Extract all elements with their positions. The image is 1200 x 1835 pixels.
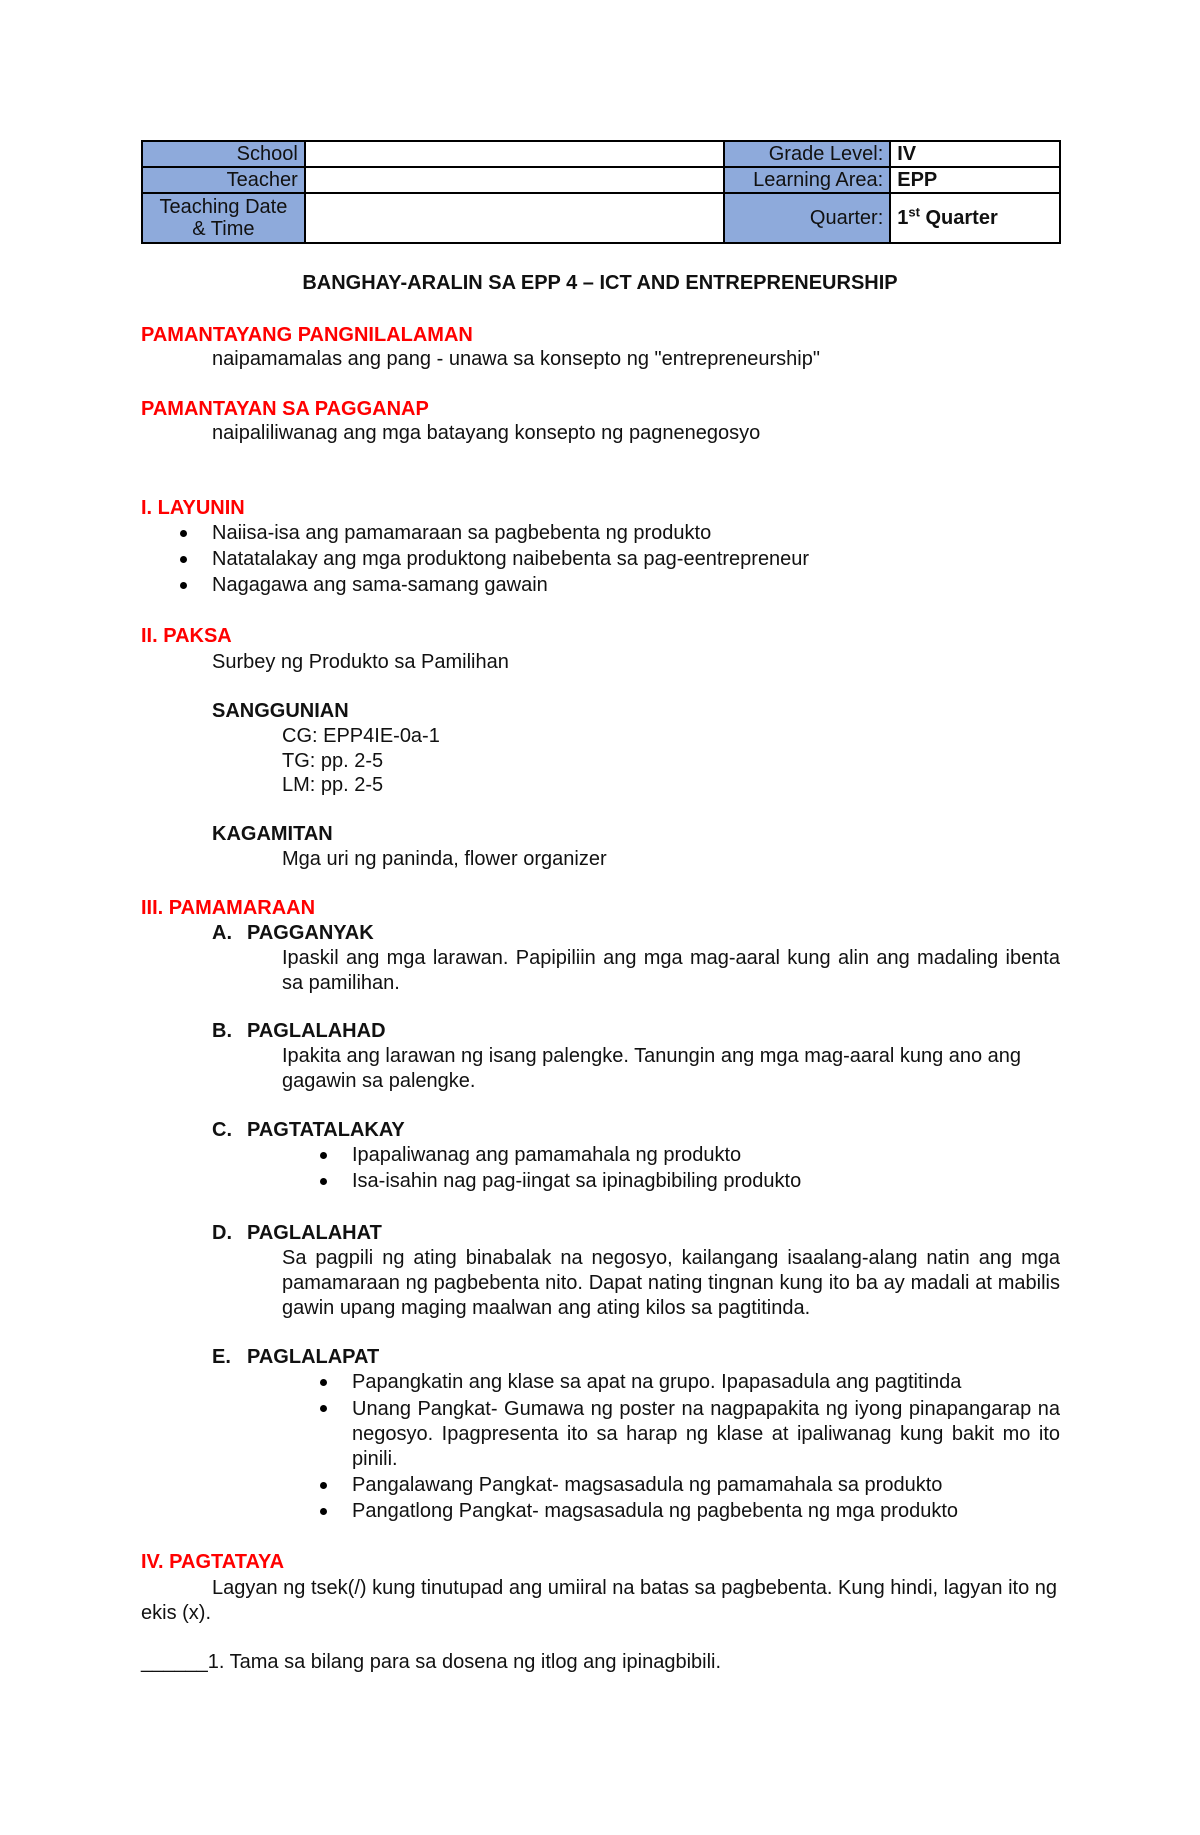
document-title: BANGHAY-ARALIN SA EPP 4 – ICT AND ENTREPRENEURSHIP <box>302 272 898 294</box>
paglalahat-text: Sa pagpili ng ating binabalak na negosyo, kailangang isaalang-alang natin ang mga pamamaraan ng pagbebenta nito. Dapat nating tingnan kung ito ba ay madali at mabilis gawin upang maging maalwan ang ating kilos sa pagtitinda. <box>282 1247 1060 1319</box>
pagganyak-heading: PAGGANYAK <box>247 922 374 944</box>
pagtataya-heading: IV. PAGTATAYA <box>141 1551 285 1573</box>
grade-level-label: Grade Level: <box>724 141 890 167</box>
header-table <box>141 140 1061 244</box>
learning-area-value: EPP <box>890 167 1060 193</box>
teacher-label: Teacher <box>142 167 305 193</box>
layunin-item: Naiisa-isa ang pamamaraan sa pagbebenta ng produkto <box>212 522 712 544</box>
pagtatalakay-letter: C. <box>212 1119 232 1141</box>
kagamitan-text: Mga uri ng paninda, flower organizer <box>282 848 607 870</box>
pamantayang-pangnilalaman-text: naipamamalas ang pang - unawa sa konsepto ng "entrepreneurship" <box>212 348 820 370</box>
pamantayang-pangnilalaman-heading: PAMANTAYANG PANGNILALAMAN <box>141 324 473 346</box>
teacher-value <box>305 167 725 193</box>
quarter-label: Quarter: <box>724 193 890 243</box>
paglalahad-heading: PAGLALAHAD <box>247 1020 386 1042</box>
layunin-item: Nagagawa ang sama-samang gawain <box>212 574 548 596</box>
pagtataya-instruction: Lagyan ng tsek(/) kung tinutupad ang umiiral na batas sa pagbebenta. Kung hindi, lagyan ito ng ekis (x). <box>141 1577 1058 1624</box>
layunin-item: Natatalakay ang mga produktong naibebenta sa pag-eentrepreneur <box>212 548 810 570</box>
school-label: School <box>142 141 305 167</box>
sanggunian-item: CG: EPP4IE-0a-1 <box>282 725 440 747</box>
quarter-value: 1st Quarter <box>890 193 1060 243</box>
paglalapat-item: Unang Pangkat- Gumawa ng poster na nagpapakita ng iyong pinapangarap na negosyo. Ipagpresenta ito sa harap ng klase at ipaliwanag kung bakit mo ito pinili. <box>352 1398 1060 1470</box>
pamamaraan-heading: III. PAMAMARAAN <box>141 897 316 919</box>
paglalahat-letter: D. <box>212 1222 232 1244</box>
paglalahad-letter: B. <box>212 1020 232 1042</box>
paksa-heading: II. PAKSA <box>141 625 232 647</box>
pamantayan-sa-pagganap-heading: PAMANTAYAN SA PAGGANAP <box>141 398 429 420</box>
pagganyak-letter: A. <box>212 922 232 944</box>
school-value <box>305 141 725 167</box>
paglalahat-heading: PAGLALAHAT <box>247 1222 382 1244</box>
teaching-date-value <box>305 193 725 243</box>
pagtataya-item: ______1. Tama sa bilang para sa dosena ng itlog ang ipinagbibili. <box>141 1651 722 1673</box>
paglalapat-letter: E. <box>212 1346 231 1368</box>
pamantayan-sa-pagganap-text: naipaliliwanag ang mga batayang konsepto ng pagnenegosyo <box>212 422 761 444</box>
paksa-text: Surbey ng Produkto sa Pamilihan <box>212 651 509 673</box>
teaching-date-label: Teaching Date & Time <box>142 193 305 243</box>
sanggunian-item: TG: pp. 2-5 <box>282 750 384 772</box>
layunin-heading: I. LAYUNIN <box>141 497 245 519</box>
pagtatalakay-item: Ipapaliwanag ang pamamahala ng produkto <box>352 1144 742 1166</box>
pagganyak-text: Ipaskil ang mga larawan. Papipiliin ang mga mag-aaral kung alin ang madaling ibenta sa pamilihan. <box>282 947 1060 994</box>
paglalahad-text: Ipakita ang larawan ng isang palengke. Tanungin ang mga mag-aaral kung ano ang gagawin sa palengke. <box>282 1045 1022 1092</box>
learning-area-label: Learning Area: <box>724 167 890 193</box>
paglalapat-heading: PAGLALAPAT <box>247 1346 380 1368</box>
paglalapat-item: Papangkatin ang klase sa apat na grupo. Ipapasadula ang pagtitinda <box>352 1371 962 1393</box>
paglalapat-item: Pangalawang Pangkat- magsasadula ng pamamahala sa produkto <box>352 1474 943 1496</box>
kagamitan-heading: KAGAMITAN <box>212 823 333 845</box>
sanggunian-heading: SANGGUNIAN <box>212 700 349 722</box>
sanggunian-item: LM: pp. 2-5 <box>282 774 384 796</box>
grade-level-value: IV <box>890 141 1060 167</box>
paglalapat-item: Pangatlong Pangkat- magsasadula ng pagbebenta ng mga produkto <box>352 1500 959 1522</box>
pagtatalakay-heading: PAGTATALAKAY <box>247 1119 405 1141</box>
pagtatalakay-item: Isa-isahin nag pag-iingat sa ipinagbibiling produkto <box>352 1170 802 1192</box>
